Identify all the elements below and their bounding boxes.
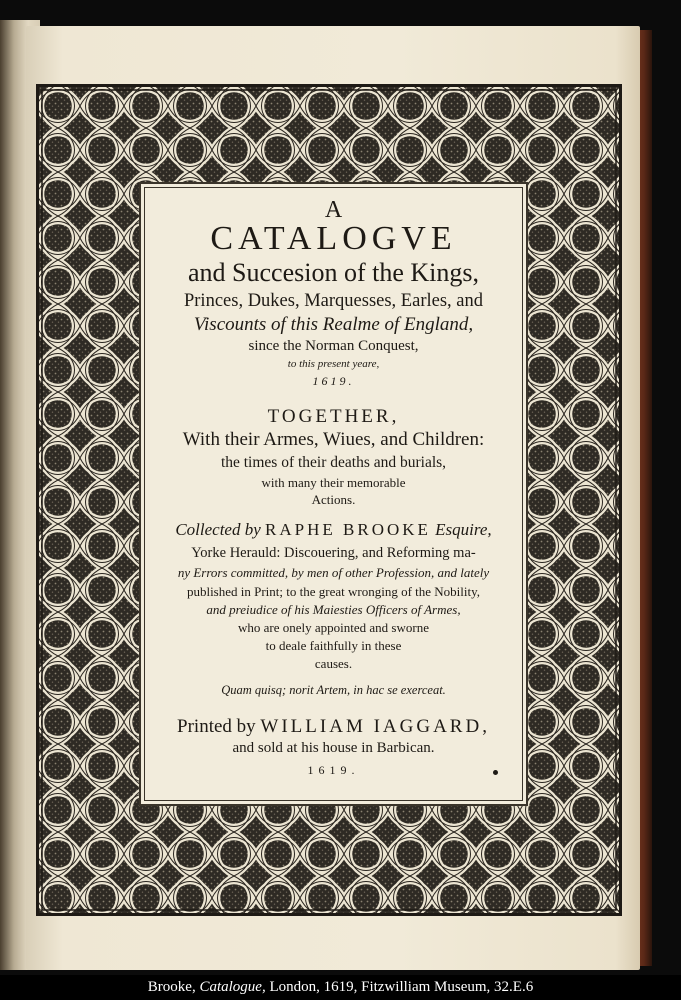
caption-author: Brooke,: [147, 979, 196, 995]
imprint-printed-by: Printed by: [177, 716, 256, 737]
subtitle-line-1: With their Armes, Wiues, and Children:: [182, 429, 485, 450]
caption-details: London, 1619, Fitzwilliam Museum, 32.E.6: [269, 979, 534, 995]
title-line-6: since the Norman Conquest,: [248, 338, 419, 354]
description-line-1: Yorke Herauld: Discouering, and Reforming ma-: [191, 545, 476, 561]
description-line-6: to deale faithfully in these: [265, 638, 402, 653]
description-line-7: causes.: [314, 656, 353, 671]
main-title: CATALOGVE: [210, 220, 457, 257]
description-line-4: and preiudice of his Maiesties Officers of Armes,: [206, 602, 461, 617]
author-prefix: Collected by: [175, 520, 261, 539]
printer-name: WILLIAM IAGGARD,: [260, 716, 490, 737]
subtitle-line-4: Actions.: [311, 492, 356, 507]
title-line-7: to this present yeare,: [287, 358, 380, 370]
title-date: 1619.: [312, 374, 355, 388]
ink-dot: [493, 770, 498, 775]
image-caption: [0, 979, 681, 996]
imprint-line-2: and sold at his house in Barbican.: [232, 740, 435, 756]
description-line-2: ny Errors committed, by men of other Profession, and lately: [177, 565, 490, 580]
title-line-3: and Succesion of the Kings,: [187, 258, 479, 287]
author-line: [141, 521, 526, 538]
author-name: RAPHE BROOKE: [265, 520, 431, 539]
imprint-line-1: [141, 717, 526, 736]
description-line-5: who are onely appointed and sworne: [238, 620, 429, 635]
subtitle-line-2: the times of their deaths and burials,: [220, 454, 447, 471]
author-suffix: Esquire,: [435, 520, 492, 539]
caption-title: Catalogue,: [199, 979, 266, 995]
title-article: A: [324, 197, 343, 223]
title-panel: [139, 182, 528, 806]
latin-motto: Quam quisq; norit Artem, in hac se exerceat.: [221, 683, 446, 697]
title-line-4: Princes, Dukes, Marquesses, Earles, and: [183, 291, 483, 311]
description-line-3: published in Print; to the great wronging of the Nobility,: [186, 584, 481, 599]
subtitle-line-3: with many their memorable: [261, 475, 406, 490]
title-line-5: Viscounts of this Realme of England,: [193, 314, 474, 335]
together-heading: TOGETHER,: [267, 406, 400, 427]
imprint-date: 1619.: [307, 763, 360, 777]
